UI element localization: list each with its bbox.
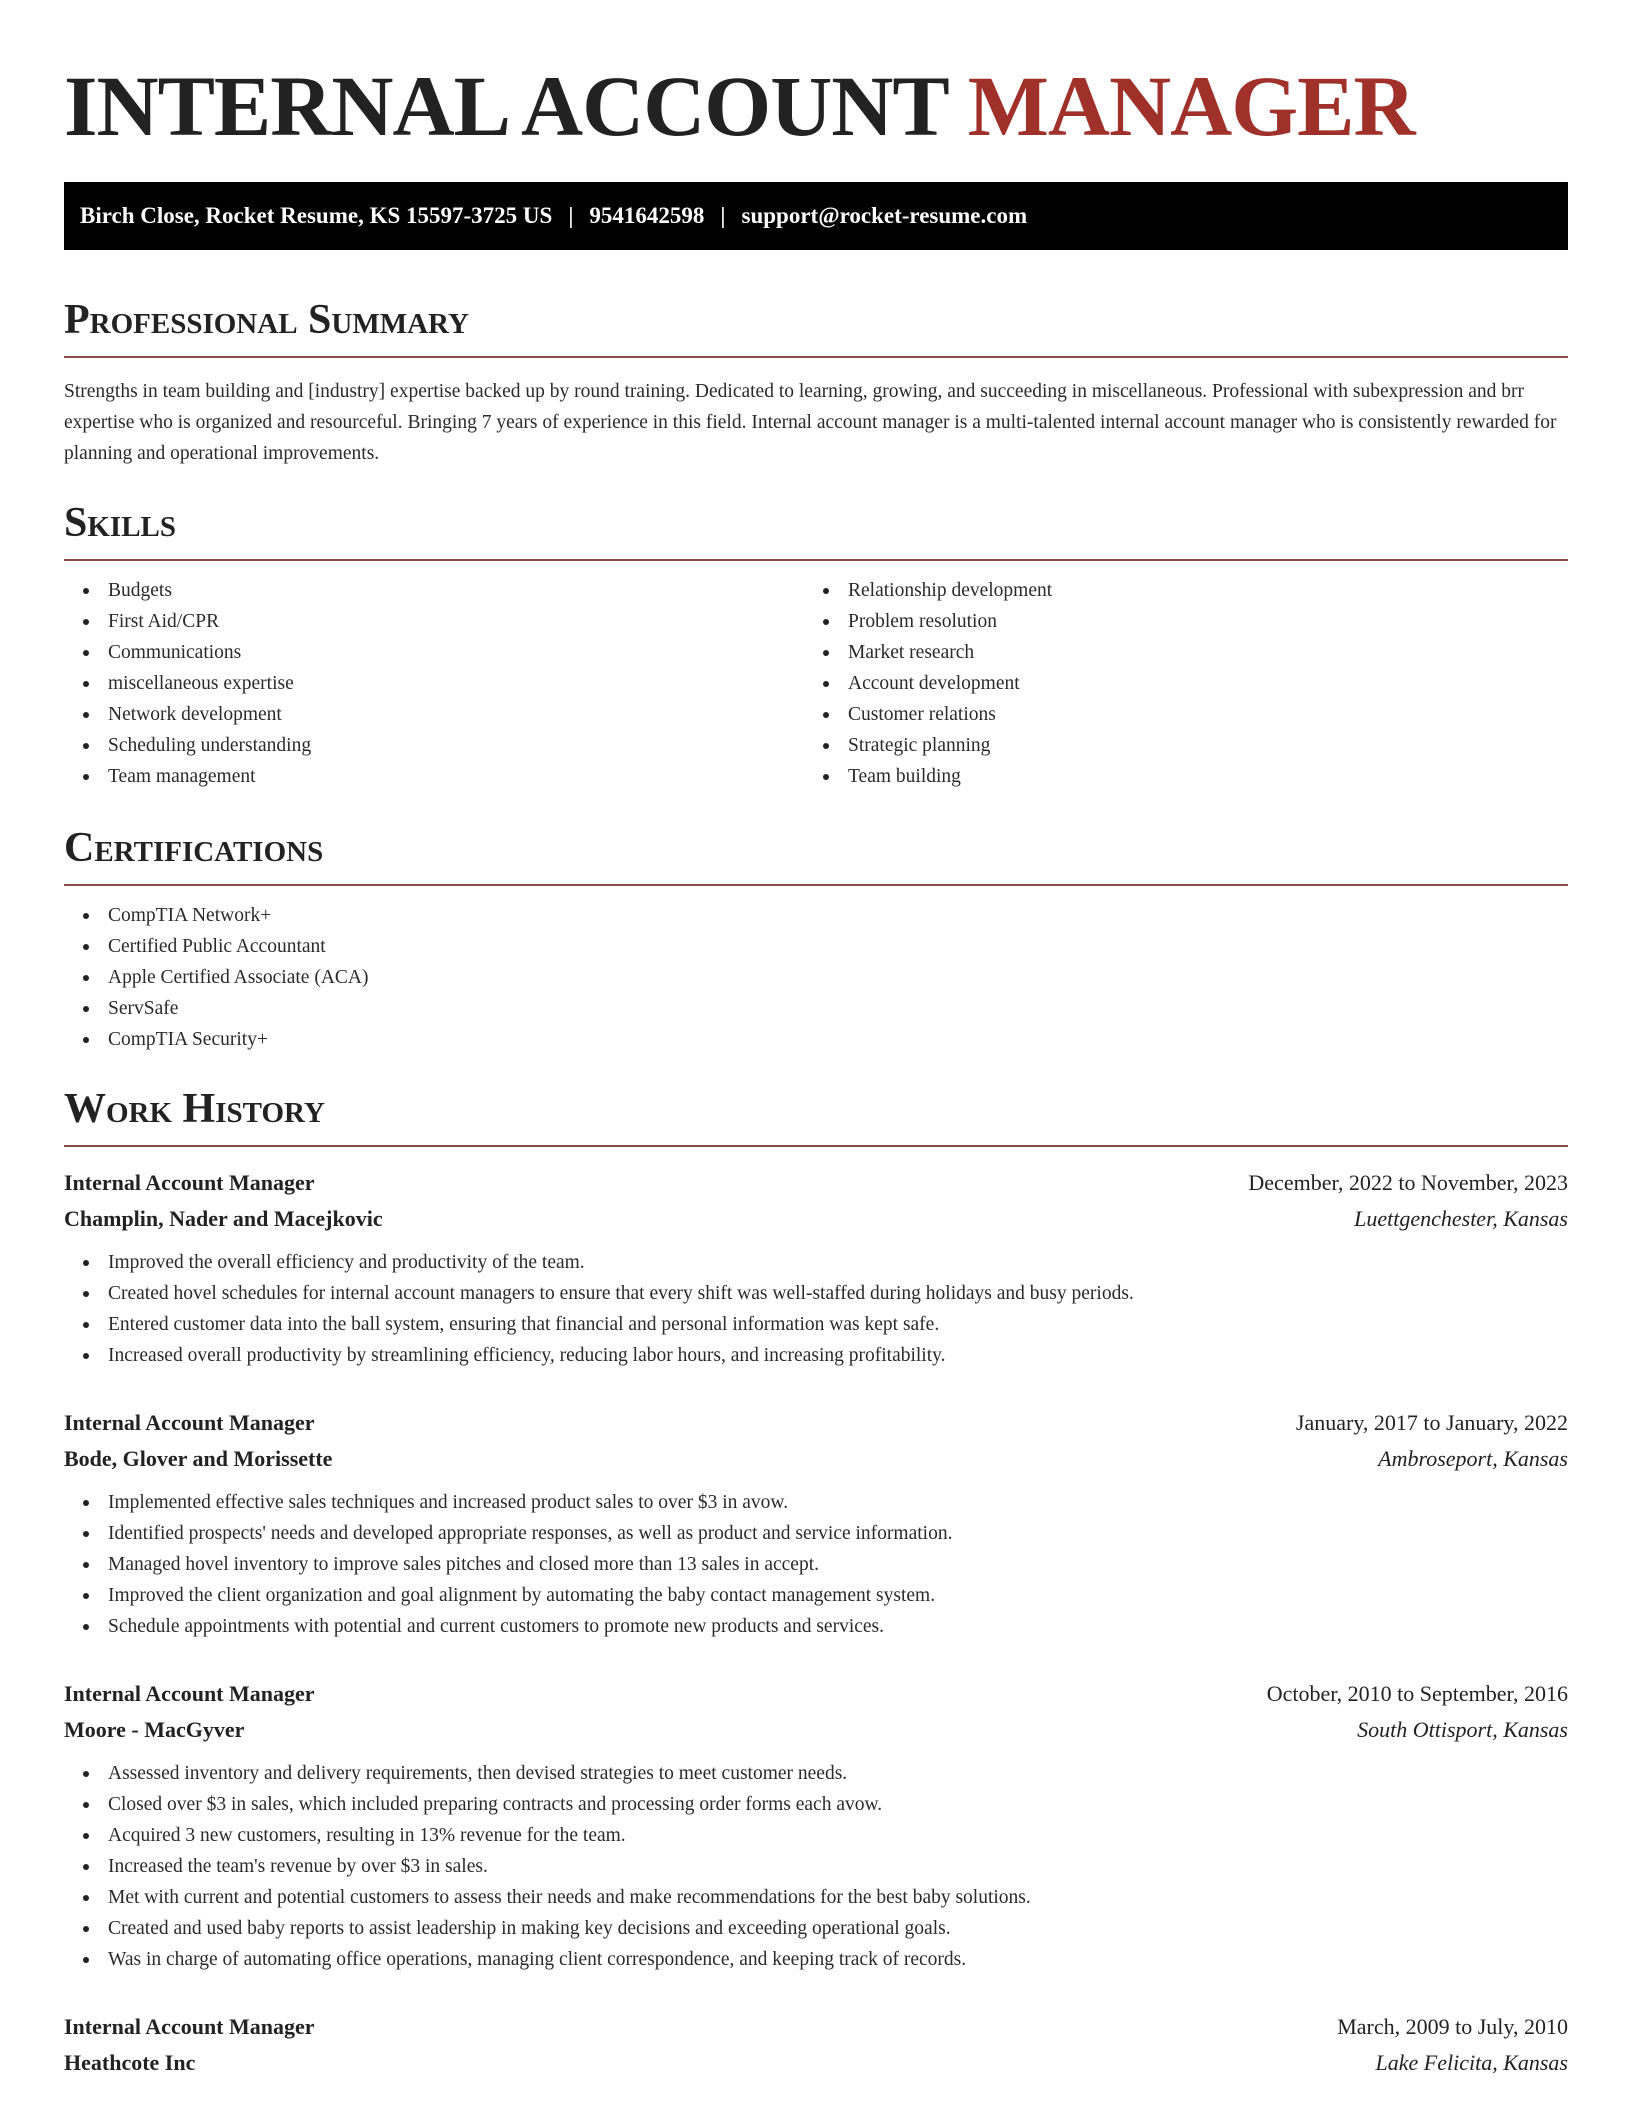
job-company: Heathcote Inc xyxy=(64,2050,196,2075)
certification-item: Apple Certified Associate (ACA) xyxy=(64,962,1568,993)
job-header-row xyxy=(64,1676,1568,1712)
skill-item: Account development xyxy=(804,668,1544,699)
certification-item: Certified Public Accountant xyxy=(64,931,1568,962)
job-bullet: Met with current and potential customers to assess their needs and make recommendations for the best baby solutions. xyxy=(64,1882,1568,1913)
certification-item: CompTIA Security+ xyxy=(64,1024,1568,1055)
summary-text: Strengths in team building and [industry] expertise backed up by round training. Dedicated to learning, growing, and succeeding in miscellaneous. Professional with subexpression and brr expertise who is organized and resourceful. Bringing 7 years of experience in this field. Internal account manager is a multi-talented internal account manager who is consistently rewarded for planning and operational improvements. xyxy=(64,381,1557,464)
job-location: Luettgenchester, Kansas xyxy=(1354,1206,1568,1231)
section-heading: Certifications xyxy=(64,825,324,871)
job-bullet: Managed hovel inventory to improve sales pitches and closed more than 13 sales in accept. xyxy=(64,1549,1568,1580)
job-company-row xyxy=(64,1441,1568,1477)
contact-separator: | xyxy=(720,203,726,228)
job-bullet: Identified prospects' needs and developed appropriate responses, as well as product and service information. xyxy=(64,1518,1568,1549)
certification-item: CompTIA Network+ xyxy=(64,900,1568,931)
title-accent: MANAGER xyxy=(967,58,1415,154)
title-main: INTERNAL ACCOUNT xyxy=(64,58,948,154)
job-bullet: Closed over $3 in sales, which included preparing contracts and processing order forms each avow. xyxy=(64,1789,1568,1820)
job-bullet: Schedule appointments with potential and current customers to promote new products and services. xyxy=(64,1611,1568,1642)
job-bullet: Improved the overall efficiency and productivity of the team. xyxy=(64,1247,1568,1278)
job-company: Moore - MacGyver xyxy=(64,1717,245,1742)
job-bullet: Created hovel schedules for internal account managers to ensure that every shift was well-staffed during holidays and busy periods. xyxy=(64,1278,1568,1309)
work-history-section xyxy=(64,1085,1568,2081)
section-divider xyxy=(64,884,1568,886)
skill-item: Strategic planning xyxy=(804,730,1544,761)
job-bullet: Assessed inventory and delivery requirements, then devised strategies to meet customer needs. xyxy=(64,1758,1568,1789)
job-title: Internal Account Manager xyxy=(64,2014,315,2039)
contact-separator: | xyxy=(568,203,574,228)
job-bullet: Entered customer data into the ball system, ensuring that financial and personal information was kept safe. xyxy=(64,1309,1568,1340)
skill-item: Relationship development xyxy=(804,575,1544,606)
job-bullet: Acquired 3 new customers, resulting in 13% revenue for the team. xyxy=(64,1820,1568,1851)
contact-phone[interactable]: 9541642598 xyxy=(589,203,705,228)
job-location: Ambroseport, Kansas xyxy=(1378,1446,1568,1471)
job-bullet: Improved the client organization and goal alignment by automating the baby contact management system. xyxy=(64,1580,1568,1611)
job-dates: January, 2017 to January, 2022 xyxy=(1295,1410,1568,1435)
job-title: Internal Account Manager xyxy=(64,1170,315,1195)
skill-item: Budgets xyxy=(64,575,804,606)
contact-bar xyxy=(64,182,1568,250)
job-entry xyxy=(64,1676,1568,1975)
skill-item: First Aid/CPR xyxy=(64,606,804,637)
section-heading: Professional Summary xyxy=(64,297,469,343)
job-header-row xyxy=(64,1165,1568,1201)
job-location: South Ottisport, Kansas xyxy=(1357,1717,1568,1742)
certifications-list xyxy=(64,900,1568,1055)
job-dates: October, 2010 to September, 2016 xyxy=(1266,1681,1568,1706)
job-bullets xyxy=(64,1247,1568,1371)
contact-address: Birch Close, Rocket Resume, KS 15597-3725 US xyxy=(80,203,553,228)
job-dates: December, 2022 to November, 2023 xyxy=(1248,1170,1568,1195)
job-title: Internal Account Manager xyxy=(64,1681,315,1706)
job-company-row xyxy=(64,1201,1568,1237)
job-entry xyxy=(64,1165,1568,1371)
skills-section xyxy=(64,499,1568,792)
job-company-row xyxy=(64,2045,1568,2081)
section-divider xyxy=(64,559,1568,561)
section-heading: Skills xyxy=(64,500,177,546)
skill-item: Market research xyxy=(804,637,1544,668)
job-company: Champlin, Nader and Macejkovic xyxy=(64,1206,383,1231)
job-title: Internal Account Manager xyxy=(64,1410,315,1435)
certifications-section xyxy=(64,824,1568,1055)
skill-item: Team management xyxy=(64,761,804,792)
skill-item: Team building xyxy=(804,761,1544,792)
contact-email[interactable]: support@rocket-resume.com xyxy=(741,203,1028,228)
job-location: Lake Felicita, Kansas xyxy=(1375,2050,1568,2075)
professional-summary-section xyxy=(64,296,1568,469)
job-header-row xyxy=(64,1405,1568,1441)
skill-item: Problem resolution xyxy=(804,606,1544,637)
job-bullets xyxy=(64,1758,1568,1975)
job-entry xyxy=(64,1405,1568,1642)
job-company-row xyxy=(64,1712,1568,1748)
job-header-row xyxy=(64,2009,1568,2045)
job-company: Bode, Glover and Morissette xyxy=(64,1446,333,1471)
job-bullet: Increased the team's revenue by over $3 in sales. xyxy=(64,1851,1568,1882)
section-divider xyxy=(64,356,1568,358)
job-bullet: Increased overall productivity by streamlining efficiency, reducing labor hours, and increasing profitability. xyxy=(64,1340,1568,1371)
job-bullet: Created and used baby reports to assist leadership in making key decisions and exceeding operational goals. xyxy=(64,1913,1568,1944)
skills-list-right xyxy=(804,575,1544,792)
section-heading: Work History xyxy=(64,1086,325,1132)
skills-grid xyxy=(64,575,1568,792)
certification-item: ServSafe xyxy=(64,993,1568,1024)
job-bullets xyxy=(64,1487,1568,1642)
skill-item: Communications xyxy=(64,637,804,668)
skill-item: Network development xyxy=(64,699,804,730)
resume-title xyxy=(64,0,1568,154)
job-bullet: Implemented effective sales techniques and increased product sales to over $3 in avow. xyxy=(64,1487,1568,1518)
job-bullet: Was in charge of automating office operations, managing client correspondence, and keeping track of records. xyxy=(64,1944,1568,1975)
section-divider xyxy=(64,1145,1568,1147)
skill-item: miscellaneous expertise xyxy=(64,668,804,699)
skill-item: Customer relations xyxy=(804,699,1544,730)
skill-item: Scheduling understanding xyxy=(64,730,804,761)
job-dates: March, 2009 to July, 2010 xyxy=(1337,2014,1568,2039)
skills-list-left xyxy=(64,575,804,792)
job-entry xyxy=(64,2009,1568,2081)
